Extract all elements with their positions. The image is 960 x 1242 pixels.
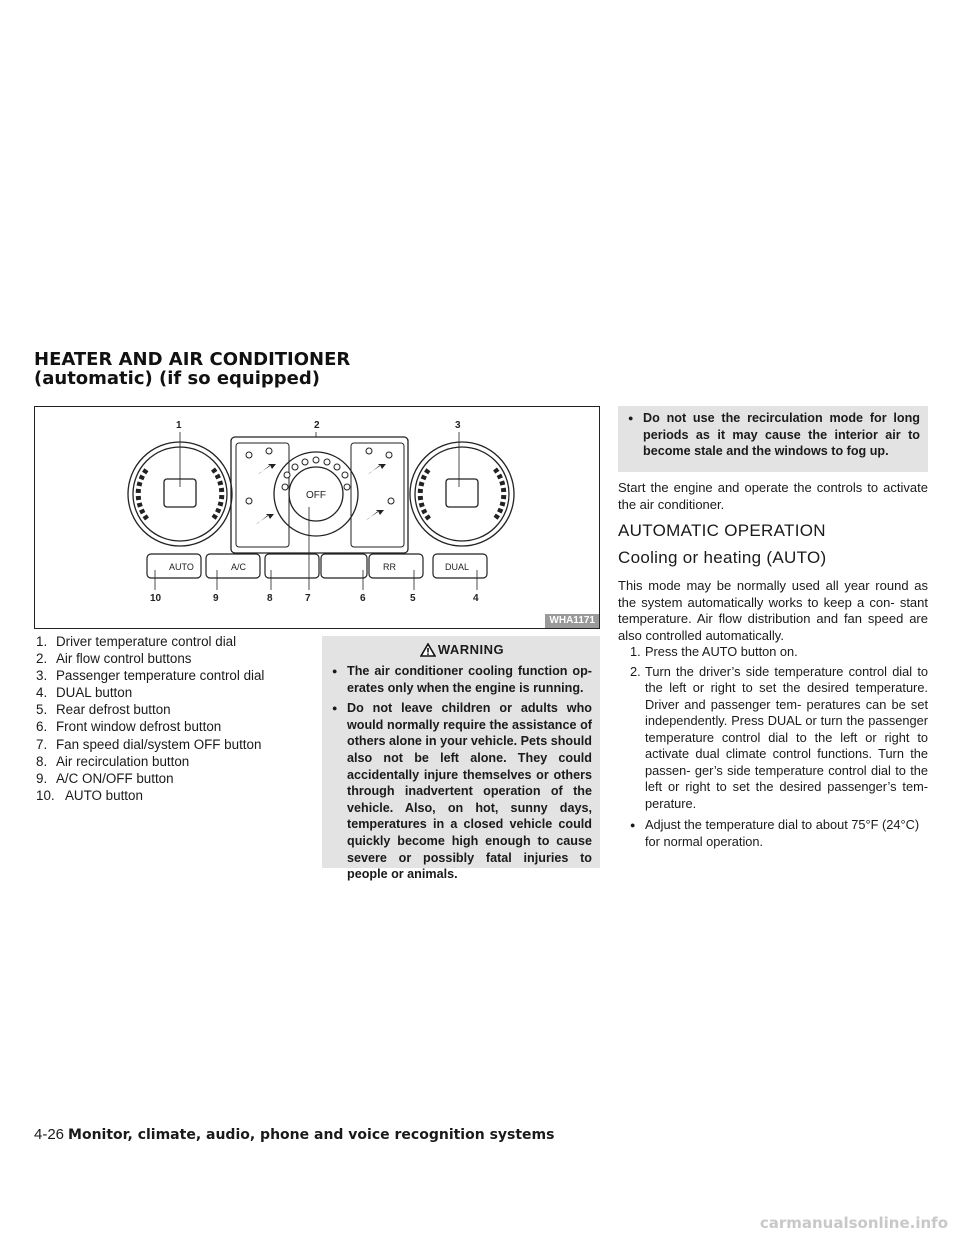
climate-control-panel-diagram (35, 407, 600, 629)
list-item: 1. Press the AUTO button on. (630, 644, 798, 659)
warning-triangle-icon (420, 643, 436, 657)
list-item: 2. Turn the driver’s side temperature control dial to the left or right to set the desired temperature. Driver and passenger tem- peratures can be set independently. Press DUAL or turn the passenger temperature control dial to the left or right to activate dual climate control functions. Turn the passen- ger’s side temperature control dial to the left or right to set the desired passenger’s tem- perature. (630, 663, 928, 811)
callout-10: 10 (150, 593, 162, 604)
recirc-button-shape (265, 554, 319, 578)
callout-9: 9 (213, 593, 219, 604)
section-title-line2: (automatic) (if so equipped) (34, 368, 321, 389)
warning-heading: WARNING (332, 640, 592, 660)
list-item: 9. A/C ON/OFF button (36, 770, 174, 786)
auto-label: AUTO (169, 562, 194, 572)
dual-label: DUAL (445, 562, 470, 572)
climate-control-figure (34, 406, 600, 629)
cooling-heating-heading: Cooling or heating (AUTO) (618, 548, 827, 567)
automatic-operation-heading: AUTOMATIC OPERATION (618, 521, 826, 540)
figure-code: WHA1171 (545, 614, 599, 628)
caution-note (618, 406, 928, 472)
list-item: 4. DUAL button (36, 685, 133, 701)
list-item: 2. Air flow control buttons (36, 651, 192, 667)
warning-bullet: ● Do not leave children or adults who would normally require the assistance of others alone in your vehicle. Pets should also not be left alone. They could accidentally injure themselves or others through inadvertent operation of the vehicle. Also, on hot, sunny days, temperatures in a closed vehicle could quickly become high enough to cause severe or possibly fatal injuries to people or animals. (332, 700, 592, 883)
page-number: 4-26 (34, 1126, 65, 1143)
legend-list (36, 633, 316, 804)
chapter-title: Monitor, climate, audio, phone and voice recognition systems (68, 1127, 555, 1143)
callout-7: 7 (305, 593, 311, 604)
section-title (34, 350, 350, 388)
callout-5: 5 (410, 593, 416, 604)
list-item: 3. Passenger temperature control dial (36, 668, 265, 684)
list-item: 10. AUTO button (36, 787, 143, 803)
callout-6: 6 (360, 593, 366, 604)
caution-bullet: ● Do not use the recirculation mode for long periods as it may cause the interior air to become stale and the windows to fog up. (628, 410, 920, 460)
rear-defrost-button-shape (369, 554, 423, 578)
warning-box (322, 636, 600, 882)
cooling-paragraph: This mode may be normally used all year round as the system automatically works to keep a con- stant temperature. Air flow distribution and fan speed are also controlled automatically. (618, 578, 928, 643)
list-item: 6. Front window defrost button (36, 719, 222, 735)
list-item: 7. Fan speed dial/system OFF button (36, 736, 262, 752)
list-item: 5. Rear defrost button (36, 702, 171, 718)
warning-bullet: ● The air conditioner cooling function op- erates only when the engine is running. (332, 663, 592, 696)
list-item: ● Adjust the temperature dial to about 75°F (24°C) for normal operation. (618, 817, 928, 850)
section-title-line1: HEATER AND AIR CONDITIONER (34, 349, 351, 370)
callout-1: 1 (176, 420, 182, 431)
intro-paragraph: Start the engine and operate the controls to activate the air conditioner. (618, 480, 928, 512)
callout-8: 8 (267, 593, 273, 604)
callout-4: 4 (473, 593, 479, 604)
page-footer (34, 1126, 554, 1143)
callout-2: 2 (314, 420, 320, 431)
off-label: OFF (306, 490, 326, 501)
callout-3: 3 (455, 420, 461, 431)
list-item: 8. Air recirculation button (36, 753, 190, 769)
front-defrost-button-shape (321, 554, 367, 578)
passenger-temp-display (446, 479, 478, 507)
watermark: carmanualsonline.info (759, 1214, 948, 1232)
list-item: 1. Driver temperature control dial (36, 634, 237, 649)
steps-list (618, 644, 928, 850)
rr-label: RR (383, 562, 396, 572)
ac-label: A/C (231, 562, 247, 572)
